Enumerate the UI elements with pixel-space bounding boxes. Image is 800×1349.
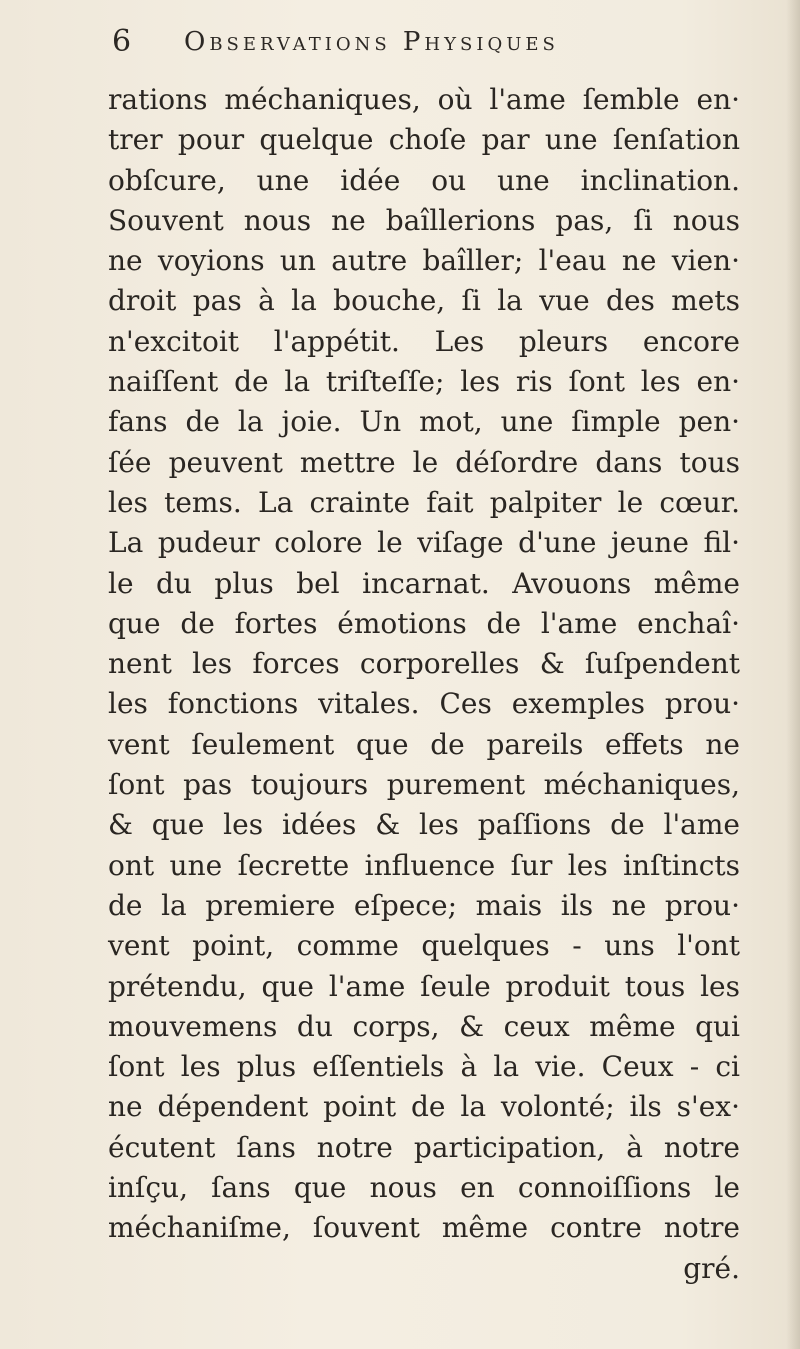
text-line: prétendu, que l'ame ſeule produit tous les bbox=[108, 969, 740, 1003]
text-line: La pudeur colore le viſage d'une jeune fil· bbox=[108, 526, 740, 560]
text-line: de la premiere eſpece; mais ils ne prou· bbox=[108, 888, 740, 922]
text-line: ſont les plus eſſentiels à la vie. Ceux - ci bbox=[108, 1050, 740, 1084]
text-line: inſçu, ſans que nous en connoiſſions le bbox=[108, 1171, 740, 1205]
text-line: obſcure, une idée ou une inclination. bbox=[108, 163, 740, 197]
text-line: rations méchaniques, où l'ame ſemble en· bbox=[108, 83, 740, 116]
text-line: trer pour quelque choſe par une ſenſation bbox=[108, 123, 740, 157]
text-line: ont une ſecrette influence ſur les inſtincts bbox=[108, 848, 740, 882]
text-line: fans de la joie. Un mot, une ſimple pen· bbox=[108, 405, 740, 439]
text-line: droit pas à la bouche, ſi la vue des mets bbox=[108, 284, 740, 318]
text-line: les fonctions vitales. Ces exemples prou· bbox=[108, 687, 740, 721]
text-line: méchaniſme, ſouvent même contre notre bbox=[108, 1211, 740, 1245]
text-line: que de fortes émotions de l'ame enchaî· bbox=[108, 606, 740, 640]
text-line: vent ſeulement que de pareils effets ne bbox=[108, 727, 740, 761]
text-line: naiſſent de la triſteſſe; les ris ſont les en· bbox=[108, 365, 740, 399]
text-line: les tems. La crainte fait palpiter le cœur. bbox=[108, 485, 740, 519]
text-line: & que les idées & les paſſions de l'ame bbox=[108, 808, 740, 842]
text-line: Souvent nous ne baîllerions pas, ſi nous bbox=[108, 203, 740, 237]
text-line: le du plus bel incarnat. Avouons même bbox=[108, 566, 740, 600]
body-text bbox=[108, 80, 740, 1289]
page-edge-shadow bbox=[786, 0, 800, 1349]
text-line-last: gré. bbox=[683, 1251, 740, 1285]
running-head: Observations Physiques bbox=[184, 27, 559, 57]
text-line: écutent ſans notre participation, à notre bbox=[108, 1130, 740, 1164]
text-line: ſont pas toujours purement méchaniques, bbox=[108, 768, 740, 802]
text-line: mouvemens du corps, & ceux même qui bbox=[108, 1009, 740, 1043]
text-line: nent les forces corporelles & ſuſpendent bbox=[108, 647, 740, 681]
text-line: ne voyions un autre baîller; l'eau ne vien· bbox=[108, 244, 740, 278]
text-line: vent point, comme quelques - uns l'ont bbox=[108, 929, 740, 963]
text-line: n'excitoit l'appétit. Les pleurs encore bbox=[108, 324, 740, 358]
page-number: 6 bbox=[112, 24, 132, 59]
page-header bbox=[112, 22, 712, 62]
text-line: ne dépendent point de la volonté; ils s'ex· bbox=[108, 1090, 740, 1124]
text-line: ſée peuvent mettre le déſordre dans tous bbox=[108, 445, 740, 479]
